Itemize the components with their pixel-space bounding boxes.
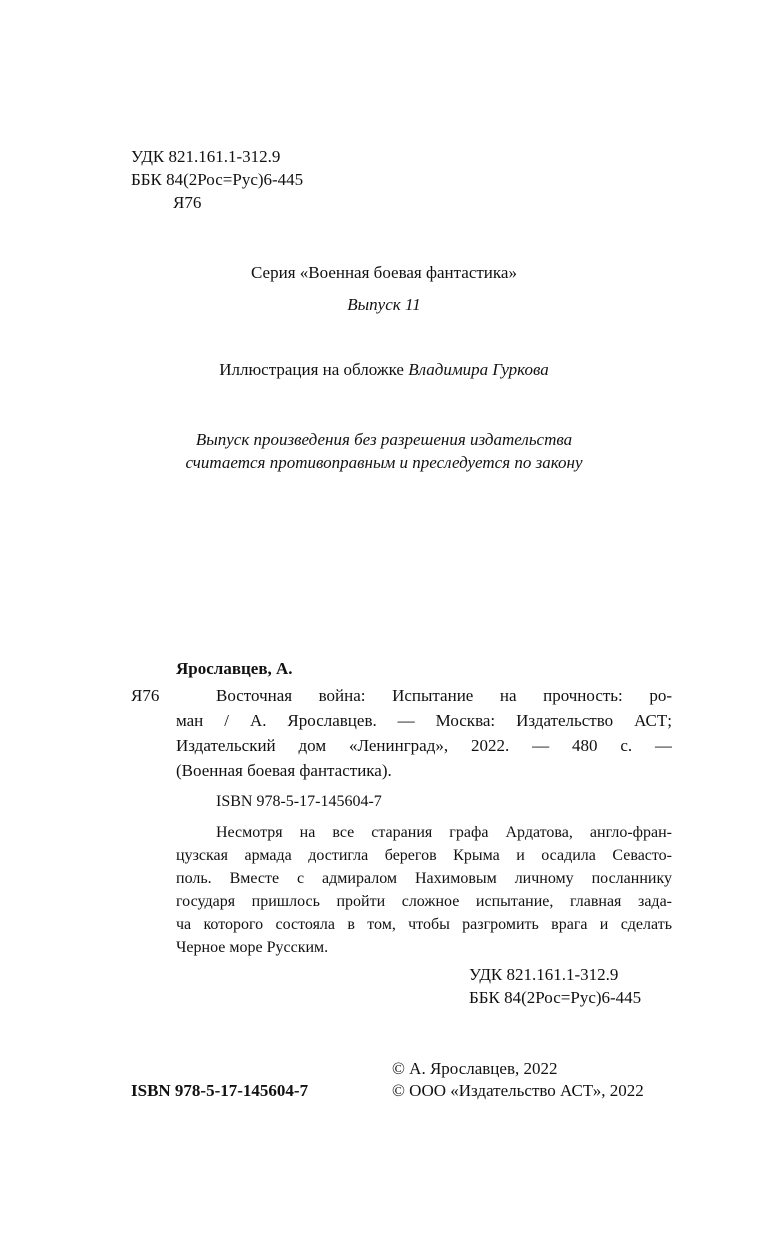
annotation-line-6: Черное море Русским. [176, 939, 329, 956]
catalog-author: Ярославцев, А. [176, 659, 293, 678]
copyright-publisher: © ООО «Издательство АСТ», 2022 [392, 1081, 644, 1100]
udk-code-catalog: УДК 821.161.1-312.9 [469, 965, 619, 984]
catalog-description-line-2: ман / А. Ярославцев. — Москва: Издательство АСТ; [176, 711, 672, 730]
catalog-isbn: ISBN 978-5-17-145604-7 [216, 793, 382, 810]
series-label: Серия «Военная боевая фантастика» [251, 263, 517, 282]
catalog-description-line-1: Восточная война: Испытание на прочность: ро- [216, 686, 672, 705]
annotation-line-4: государя пришлось пройти сложное испытание, главная зада- [176, 893, 672, 910]
copyright-author: © А. Ярославцев, 2022 [392, 1059, 558, 1078]
bbk-code-catalog: ББК 84(2Рос=Рус)6-445 [469, 988, 642, 1007]
catalog-sign: Я76 [131, 686, 160, 705]
illustration-credit [0, 359, 768, 380]
annotation-line-2: цузская армада достигла берегов Крыма и осадила Севасто- [176, 847, 672, 864]
copyright-warning-line-1: Выпуск произведения без разрешения издательства [195, 430, 573, 449]
annotation-line-3: поль. Вместе с адмиралом Нахимовым личному посланнику [176, 870, 672, 887]
author-sign-top: Я76 [173, 193, 202, 212]
annotation-line-1: Несмотря на все старания графа Ардатова, англо-фран- [216, 824, 672, 841]
udk-code-top: УДК 821.161.1-312.9 [131, 147, 281, 166]
illustration-prefix: Иллюстрация на обложке [219, 360, 409, 379]
catalog-description-line-3: Издательский дом «Ленинград», 2022. — 480 с. — [176, 736, 672, 755]
catalog-description-line-4: (Военная боевая фантастика). [176, 761, 392, 780]
footer-isbn: ISBN 978-5-17-145604-7 [131, 1081, 309, 1100]
illustration-artist: Владимира Гуркова [408, 360, 549, 379]
bbk-code-top: ББК 84(2Рос=Рус)6-445 [131, 170, 304, 189]
annotation-line-5: ча которого состояла в том, чтобы разгромить врага и сделать [176, 916, 672, 933]
series-issue: Выпуск 11 [347, 295, 421, 314]
copyright-warning-line-2: считается противоправным и преследуется по закону [185, 453, 583, 472]
